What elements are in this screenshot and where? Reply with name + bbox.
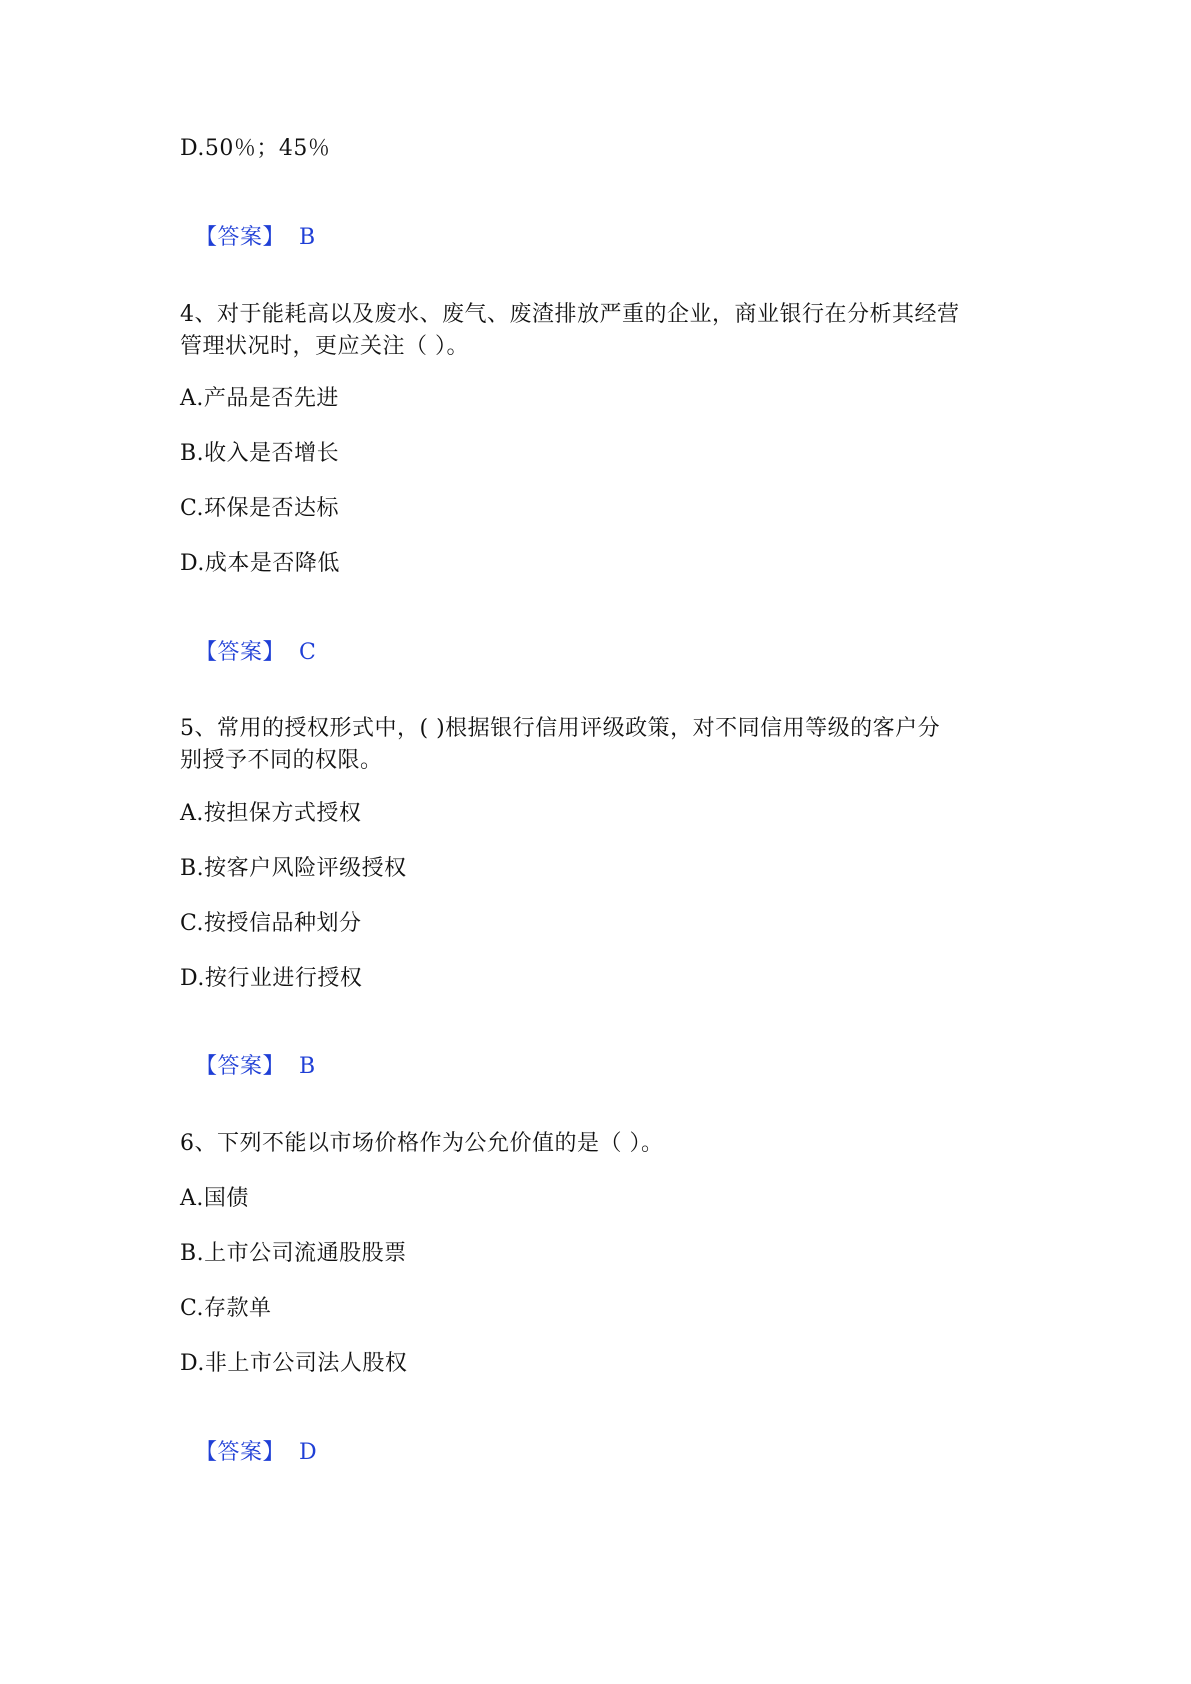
q5-stem-line2: 别授予不同的权限。 — [180, 748, 383, 773]
answer-label: 【答案】 — [195, 1440, 286, 1465]
answer-label: 【答案】 — [195, 640, 286, 665]
q5-stem-line1: 5、常用的授权形式中，( )根据银行信用评级政策，对不同信用等级的客户分 — [180, 716, 941, 741]
q6-option-c: C.存款单 — [180, 1296, 272, 1321]
q5-option-d: D.按行业进行授权 — [180, 966, 363, 991]
q4-answer — [180, 602, 316, 670]
q3-answer — [180, 187, 316, 255]
answer-label: 【答案】 — [195, 225, 286, 250]
q6-stem-line1: 6、下列不能以市场价格作为公允价值的是（ ）。 — [180, 1131, 664, 1156]
q4-option-d: D.成本是否降低 — [180, 551, 340, 576]
answer-value: B — [299, 1054, 316, 1079]
q6-option-b: B.上市公司流通股股票 — [180, 1241, 407, 1266]
answer-value: C — [299, 640, 317, 665]
answer-value: D — [299, 1440, 318, 1465]
q5-option-c: C.按授信品种划分 — [180, 911, 362, 936]
q6-answer — [180, 1402, 317, 1470]
q3-option-d: D.50％；45％ — [180, 136, 331, 161]
answer-value: B — [299, 225, 316, 250]
q6-option-a: A.国债 — [180, 1186, 249, 1211]
q4-option-a: A.产品是否先进 — [180, 386, 339, 411]
q6-option-d: D.非上市公司法人股权 — [180, 1351, 408, 1376]
q5-option-b: B.按客户风险评级授权 — [180, 856, 407, 881]
q4-stem-line1: 4、对于能耗高以及废水、废气、废渣排放严重的企业，商业银行在分析其经营 — [180, 302, 960, 327]
q5-answer — [180, 1016, 316, 1084]
q4-stem-line2: 管理状况时，更应关注（ ）。 — [180, 334, 469, 359]
answer-label: 【答案】 — [195, 1054, 286, 1079]
q5-option-a: A.按担保方式授权 — [180, 801, 362, 826]
q4-option-c: C.环保是否达标 — [180, 496, 340, 521]
q4-option-b: B.收入是否增长 — [180, 441, 340, 466]
